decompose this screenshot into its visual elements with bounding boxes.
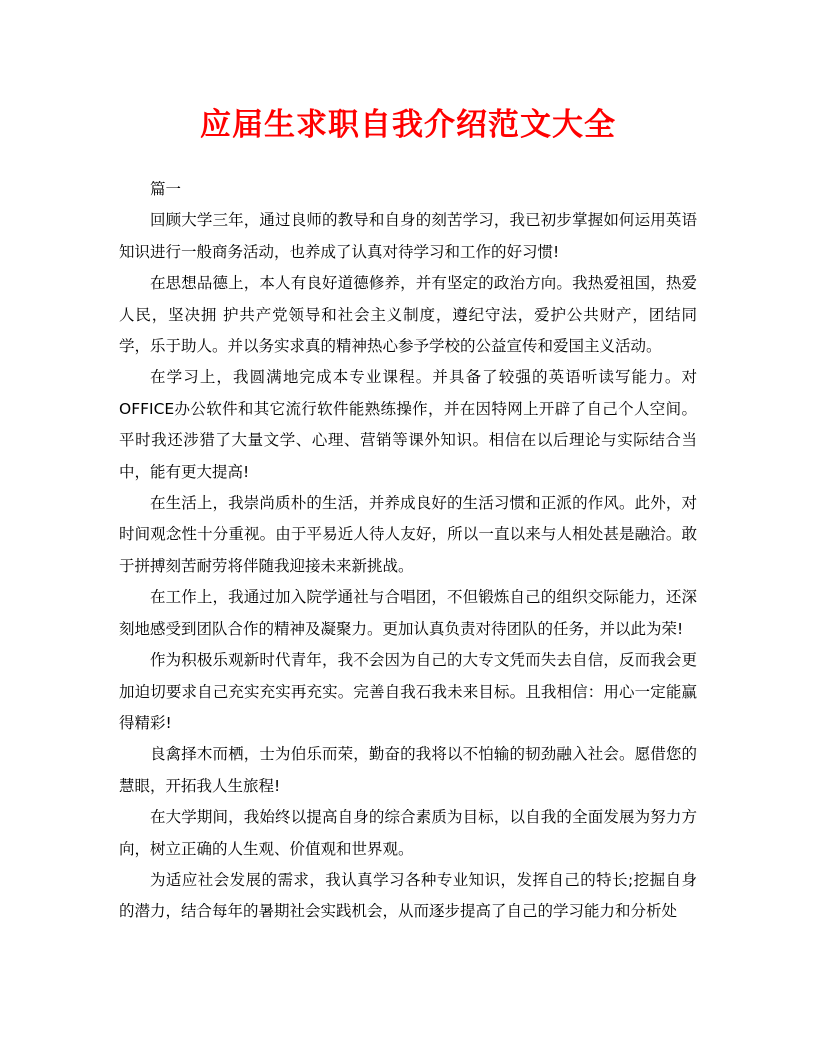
body-paragraph: 作为积极乐观新时代青年，我不会因为自己的大专文凭而失去自信，反而我会更加迫切要求自己充实充实再充实。完善自我石我未来目标。且我相信：用心一定能赢得精彩! [119, 651, 697, 732]
body-paragraph: 为适应社会发展的需求，我认真学习各种专业知识，发挥自己的特长;挖掘自身的潜力，结合每年的暑期社会实践机会，从而逐步提高了自己的学习能力和分析处 [119, 870, 697, 921]
body-paragraph: 在学习上，我圆满地完成本专业课程。并具备了较强的英语听读写能力。对OFFICE办公软件和其它流行软件能熟练操作，并在因特网上开辟了自己个人空间。平时我还涉猎了大量文学、心理、营销等课外知识。相信在以后理论与实际结合当中，能有更大提高! [119, 368, 697, 481]
body-paragraph: 回顾大学三年，通过良师的教导和自身的刻苦学习，我已初步掌握如何运用英语知识进行一般商务活动，也养成了认真对待学习和工作的好习惯! [119, 211, 697, 261]
body-paragraph: 良禽择木而栖，士为伯乐而荣，勤奋的我将以不怕输的韧劲融入社会。愿借您的慧眼，开拓我人生旅程! [119, 745, 697, 795]
document-body [119, 174, 697, 928]
section-label: 篇一 [150, 180, 182, 198]
body-paragraph: 在生活上，我崇尚质朴的生活，并养成良好的生活习惯和正派的作风。此外，对时间观念性十分重视。由于平易近人待人友好，所以一直以来与人相处甚是融洽。敢于拼搏刻苦耐劳将伴随我迎接未来新挑战。 [119, 494, 697, 575]
body-paragraph: 在思想品德上，本人有良好道德修养，并有坚定的政治方向。我热爱祖国，热爱人民，坚决拥 护共产党领导和社会主义制度，遵纪守法，爱护公共财产，团结同学，乐于助人。并以务实求真的精神热心参予学校的公益宣传和爱国主义活动。 [119, 274, 697, 356]
document-title: 应届生求职自我介绍范文大全 [200, 107, 616, 143]
body-paragraph: 在工作上，我通过加入院学通社与合唱团，不但锻炼自己的组织交际能力，还深刻地感受到团队合作的精神及凝聚力。更加认真负责对待团队的任务，并以此为荣! [119, 588, 697, 638]
body-paragraph: 在大学期间，我始终以提高自身的综合素质为目标，以自我的全面发展为努力方向，树立正确的人生观、价值观和世界观。 [119, 808, 697, 858]
